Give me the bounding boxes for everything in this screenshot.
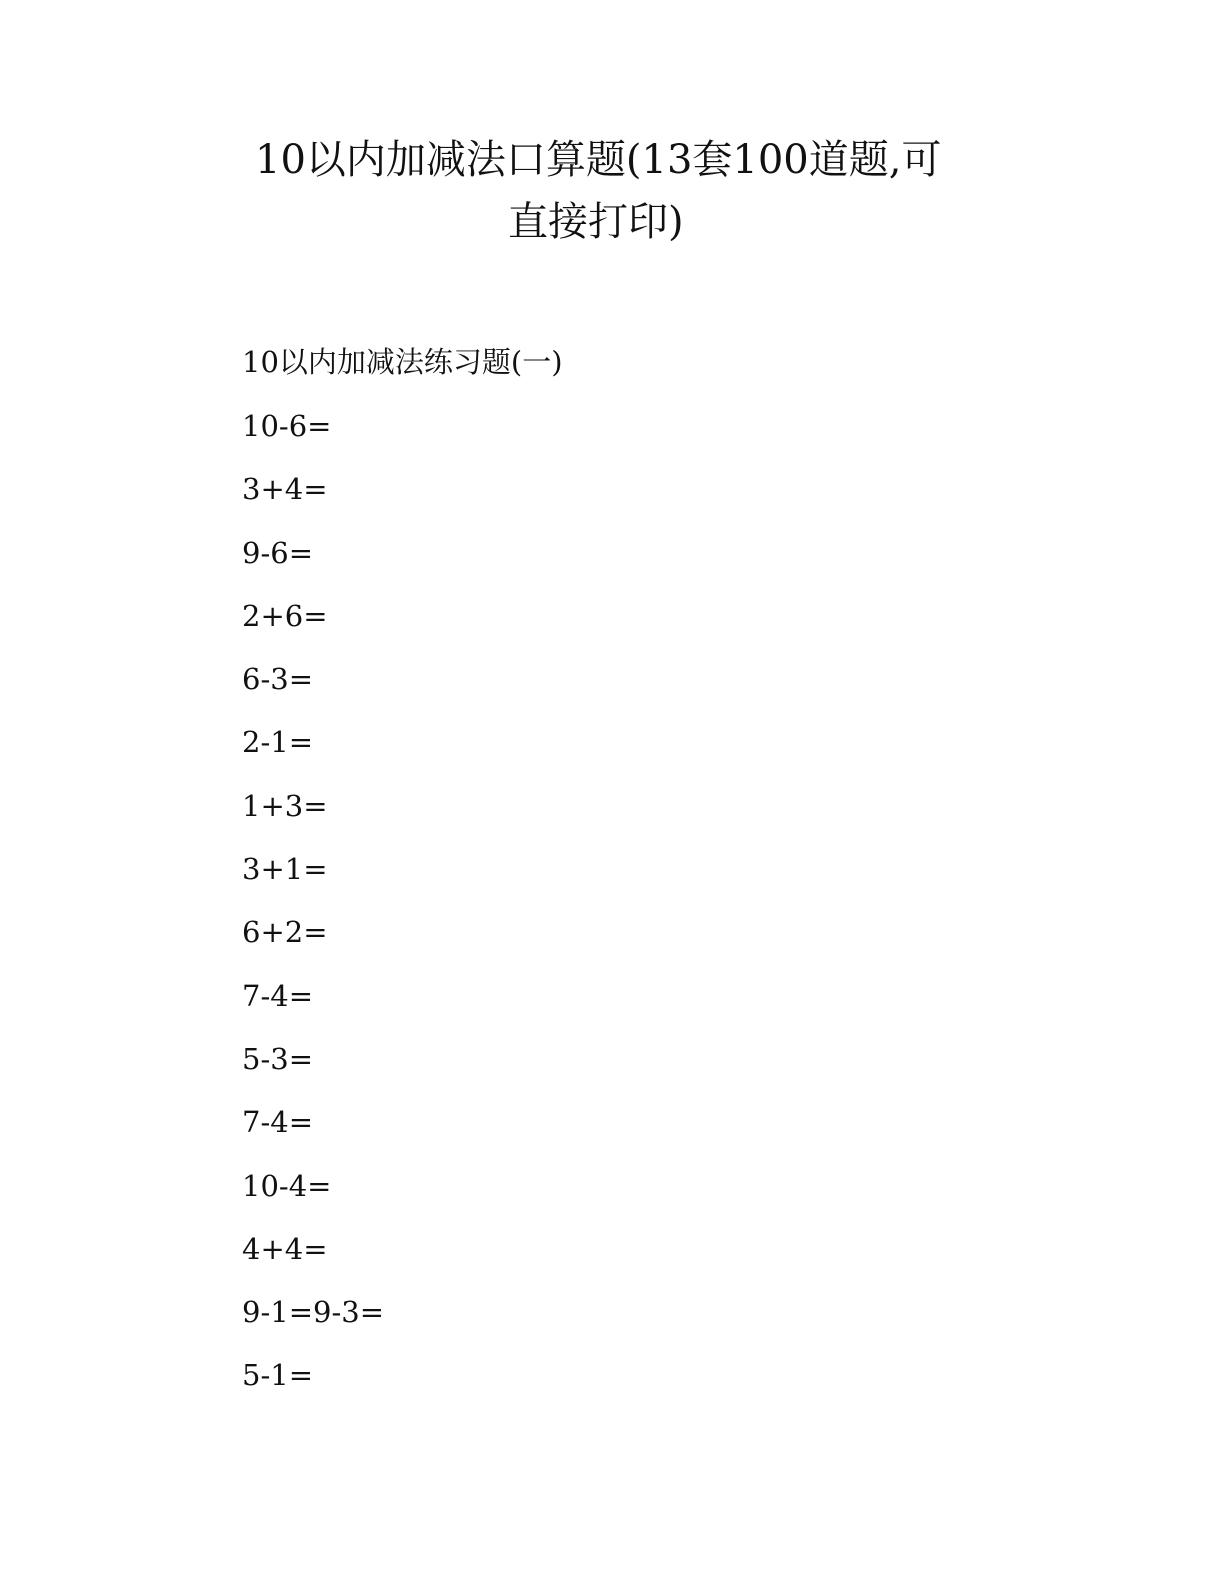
document-title-line-2: 直接打印): [508, 199, 684, 245]
math-problem: 1+3=: [242, 788, 328, 823]
math-problem: 2+6=: [242, 598, 328, 633]
problem-list: [242, 408, 384, 1421]
math-problem: 7-4=: [242, 1105, 313, 1140]
math-problem: 9-6=: [242, 535, 313, 570]
math-problem: 9-1=9-3=: [242, 1295, 384, 1330]
math-problem: 7-4=: [242, 978, 313, 1013]
math-problem: 5-1=: [242, 1358, 313, 1393]
math-problem: 6-3=: [242, 662, 313, 697]
math-problem: 3+4=: [242, 472, 328, 507]
math-problem: 5-3=: [242, 1041, 313, 1076]
section-title: 10以内加减法练习题(一): [242, 345, 563, 379]
math-problem: 10-4=: [242, 1168, 332, 1203]
math-problem: 3+1=: [242, 852, 328, 887]
math-problem: 4+4=: [242, 1231, 328, 1266]
math-problem: 10-6=: [242, 409, 332, 443]
math-problem: 2-1=: [242, 725, 313, 760]
math-problem: 6+2=: [242, 915, 328, 950]
document-title-line-1: 10以内加减法口算题(13套100道题,可: [255, 137, 942, 183]
